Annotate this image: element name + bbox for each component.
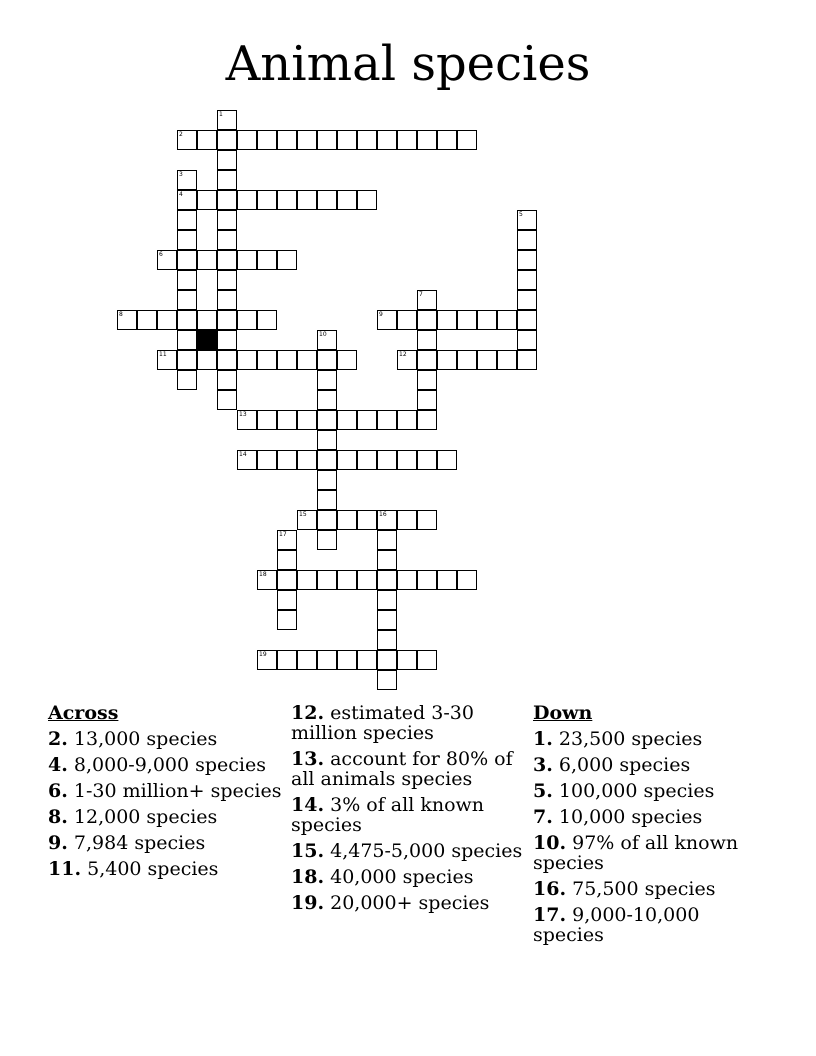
clue-number: 3. [533, 754, 553, 776]
down-clue [533, 781, 773, 801]
grid-cell[interactable] [317, 370, 337, 390]
clue-text: 12,000 species [73, 806, 218, 828]
cell-number: 12 [399, 351, 407, 358]
grid-cell[interactable] [417, 570, 437, 590]
grid-cell[interactable] [377, 630, 397, 650]
down-heading: Down [533, 702, 593, 724]
grid-cell[interactable] [217, 130, 237, 150]
clue-text: 13,000 species [73, 728, 218, 750]
grid-cell[interactable] [297, 510, 317, 530]
across-clues-column-1 [48, 703, 288, 885]
grid-cell[interactable] [297, 190, 317, 210]
grid-cell[interactable] [377, 550, 397, 570]
clue-number: 6. [48, 780, 68, 802]
grid-cell[interactable] [237, 130, 257, 150]
grid-cell[interactable] [197, 250, 217, 270]
cell-number: 15 [299, 511, 307, 518]
grid-cell[interactable] [177, 210, 197, 230]
grid-cell[interactable] [257, 410, 277, 430]
grid-cell[interactable] [377, 670, 397, 690]
grid-cell[interactable] [277, 350, 297, 370]
cell-number: 1 [219, 111, 223, 118]
grid-cell[interactable] [437, 310, 457, 330]
grid-cell[interactable] [437, 130, 457, 150]
cell-number: 3 [179, 171, 183, 178]
clue-number: 13. [291, 748, 325, 770]
clue-number: 16. [533, 878, 567, 900]
grid-cell[interactable] [397, 510, 417, 530]
grid-cell[interactable] [437, 350, 457, 370]
down-clue [533, 755, 773, 775]
grid-cell[interactable] [337, 510, 357, 530]
grid-cell[interactable] [237, 410, 257, 430]
grid-cell[interactable] [417, 370, 437, 390]
cell-number: 19 [259, 651, 267, 658]
black-square [197, 330, 217, 350]
grid-cell[interactable] [377, 610, 397, 630]
grid-cell[interactable] [237, 190, 257, 210]
puzzle-title: Animal species [225, 36, 591, 92]
grid-cell[interactable] [337, 410, 357, 430]
grid-cell[interactable] [517, 210, 537, 230]
grid-cell[interactable] [357, 510, 377, 530]
grid-cell[interactable] [317, 570, 337, 590]
clue-number: 12. [291, 702, 325, 724]
grid-cell[interactable] [257, 190, 277, 210]
grid-cell[interactable] [437, 450, 457, 470]
grid-cell[interactable] [317, 330, 337, 350]
grid-cell[interactable] [177, 130, 197, 150]
grid-cell[interactable] [317, 410, 337, 430]
grid-cell[interactable] [357, 650, 377, 670]
grid-cell[interactable] [157, 310, 177, 330]
clue-text: account for 80% of all animals species [291, 748, 513, 790]
grid-cell[interactable] [317, 430, 337, 450]
grid-cell[interactable] [317, 530, 337, 550]
grid-cell[interactable] [517, 330, 537, 350]
grid-cell[interactable] [497, 310, 517, 330]
grid-cell[interactable] [257, 310, 277, 330]
grid-cell[interactable] [357, 450, 377, 470]
grid-cell[interactable] [217, 170, 237, 190]
across-clue [48, 755, 288, 775]
grid-cell[interactable] [377, 510, 397, 530]
grid-cell[interactable] [317, 490, 337, 510]
grid-cell[interactable] [417, 450, 437, 470]
clue-text: 3% of all known species [291, 794, 485, 836]
clue-text: 75,500 species [572, 878, 716, 900]
grid-cell[interactable] [517, 230, 537, 250]
grid-cell[interactable] [197, 130, 217, 150]
across-clue [48, 833, 288, 853]
grid-cell[interactable] [217, 270, 237, 290]
grid-cell[interactable] [417, 330, 437, 350]
grid-cell[interactable] [257, 570, 277, 590]
grid-cell[interactable] [417, 510, 437, 530]
grid-cell[interactable] [117, 310, 137, 330]
grid-cell[interactable] [457, 310, 477, 330]
cell-number: 6 [159, 251, 163, 258]
clue-text: 6,000 species [558, 754, 691, 776]
grid-cell[interactable] [457, 130, 477, 150]
grid-cell[interactable] [277, 550, 297, 570]
grid-cell[interactable] [417, 350, 437, 370]
grid-cell[interactable] [237, 450, 257, 470]
grid-cell[interactable] [297, 130, 317, 150]
down-clue [533, 833, 773, 873]
grid-cell[interactable] [377, 650, 397, 670]
grid-cell[interactable] [237, 350, 257, 370]
grid-cell[interactable] [317, 510, 337, 530]
grid-cell[interactable] [317, 130, 337, 150]
clue-number: 7. [533, 806, 553, 828]
grid-cell[interactable] [177, 310, 197, 330]
across-clue [48, 729, 288, 749]
grid-cell[interactable] [177, 190, 197, 210]
grid-cell[interactable] [277, 590, 297, 610]
clue-number: 17. [533, 904, 567, 926]
grid-cell[interactable] [377, 590, 397, 610]
grid-cell[interactable] [477, 350, 497, 370]
grid-cell[interactable] [277, 610, 297, 630]
grid-cell[interactable] [377, 450, 397, 470]
grid-cell[interactable] [257, 130, 277, 150]
grid-cell[interactable] [237, 250, 257, 270]
grid-cell[interactable] [277, 450, 297, 470]
across-clue-list-continued [291, 703, 531, 913]
grid-cell[interactable] [177, 270, 197, 290]
across-clue-list [48, 729, 288, 879]
cell-number: 16 [379, 511, 387, 518]
clue-text: 8,000-9,000 species [73, 754, 267, 776]
grid-cell[interactable] [217, 290, 237, 310]
grid-cell[interactable] [377, 410, 397, 430]
grid-cell[interactable] [197, 190, 217, 210]
grid-cell[interactable] [357, 570, 377, 590]
grid-cell[interactable] [337, 350, 357, 370]
clue-text: 97% of all known species [533, 832, 739, 874]
grid-cell[interactable] [257, 450, 277, 470]
grid-cell[interactable] [397, 410, 417, 430]
grid-cell[interactable] [257, 350, 277, 370]
grid-cell[interactable] [477, 310, 497, 330]
grid-cell[interactable] [217, 370, 237, 390]
clue-text: 10,000 species [558, 806, 703, 828]
grid-cell[interactable] [377, 570, 397, 590]
grid-cell[interactable] [217, 190, 237, 210]
grid-cell[interactable] [357, 130, 377, 150]
grid-cell[interactable] [517, 310, 537, 330]
grid-cell[interactable] [377, 310, 397, 330]
clue-text: 5,400 species [87, 858, 219, 880]
grid-cell[interactable] [337, 130, 357, 150]
grid-cell[interactable] [297, 650, 317, 670]
grid-cell[interactable] [317, 650, 337, 670]
grid-cell[interactable] [397, 310, 417, 330]
clue-number: 15. [291, 840, 325, 862]
cell-number: 8 [119, 311, 123, 318]
clue-text: 40,000 species [330, 866, 474, 888]
grid-cell[interactable] [397, 650, 417, 670]
across-clues-column-2 [291, 703, 531, 919]
grid-cell[interactable] [357, 410, 377, 430]
cell-number: 14 [239, 451, 247, 458]
across-clue [48, 807, 288, 827]
cell-number: 4 [179, 191, 183, 198]
grid-cell[interactable] [437, 570, 457, 590]
cell-number: 5 [519, 211, 523, 218]
clue-number: 2. [48, 728, 68, 750]
grid-cell[interactable] [297, 350, 317, 370]
down-clue [533, 807, 773, 827]
grid-cell[interactable] [177, 230, 197, 250]
cell-number: 11 [159, 351, 167, 358]
grid-cell[interactable] [517, 250, 537, 270]
grid-cell[interactable] [217, 330, 237, 350]
grid-cell[interactable] [317, 450, 337, 470]
across-clue [291, 703, 531, 743]
grid-cell[interactable] [197, 310, 217, 330]
grid-cell[interactable] [297, 450, 317, 470]
down-clue-list [533, 729, 773, 945]
grid-cell[interactable] [317, 390, 337, 410]
clue-number: 1. [533, 728, 553, 750]
cell-number: 7 [419, 291, 423, 298]
cell-number: 10 [319, 331, 327, 338]
cell-number: 2 [179, 131, 183, 138]
across-clue [48, 781, 288, 801]
grid-cell[interactable] [177, 290, 197, 310]
grid-cell[interactable] [357, 190, 377, 210]
across-clue [291, 795, 531, 835]
grid-cell[interactable] [277, 130, 297, 150]
grid-cell[interactable] [417, 290, 437, 310]
grid-cell[interactable] [457, 570, 477, 590]
down-clue [533, 879, 773, 899]
grid-cell[interactable] [277, 570, 297, 590]
across-clue [48, 859, 288, 879]
clue-number: 18. [291, 866, 325, 888]
grid-cell[interactable] [297, 410, 317, 430]
grid-cell[interactable] [277, 410, 297, 430]
grid-cell[interactable] [217, 230, 237, 250]
grid-cell[interactable] [457, 350, 477, 370]
grid-cell[interactable] [277, 190, 297, 210]
grid-cell[interactable] [277, 530, 297, 550]
grid-cell[interactable] [277, 650, 297, 670]
clue-number: 10. [533, 832, 567, 854]
grid-cell[interactable] [197, 350, 217, 370]
grid-cell[interactable] [397, 130, 417, 150]
grid-cell[interactable] [517, 290, 537, 310]
grid-cell[interactable] [257, 650, 277, 670]
grid-cell[interactable] [317, 190, 337, 210]
grid-cell[interactable] [337, 190, 357, 210]
grid-cell[interactable] [417, 410, 437, 430]
clue-text: 4,475-5,000 species [330, 840, 523, 862]
grid-cell[interactable] [317, 470, 337, 490]
grid-cell[interactable] [397, 450, 417, 470]
grid-cell[interactable] [377, 130, 397, 150]
grid-cell[interactable] [177, 370, 197, 390]
grid-cell[interactable] [337, 570, 357, 590]
grid-cell[interactable] [377, 530, 397, 550]
down-clue [533, 905, 773, 945]
grid-cell[interactable] [217, 310, 237, 330]
clue-text: 7,984 species [73, 832, 206, 854]
grid-cell[interactable] [417, 130, 437, 150]
clue-number: 5. [533, 780, 553, 802]
clue-text: estimated 3-30 million species [291, 702, 474, 744]
clue-text: 1-30 million+ species [73, 780, 282, 802]
clue-text: 23,500 species [558, 728, 703, 750]
across-clue [291, 749, 531, 789]
across-clue [291, 867, 531, 887]
across-clue [291, 893, 531, 913]
grid-cell[interactable] [417, 310, 437, 330]
grid-cell[interactable] [517, 350, 537, 370]
grid-cell[interactable] [517, 270, 537, 290]
grid-cell[interactable] [497, 350, 517, 370]
clue-number: 14. [291, 794, 325, 816]
grid-cell[interactable] [177, 350, 197, 370]
down-clue [533, 729, 773, 749]
grid-cell[interactable] [257, 250, 277, 270]
down-clues-column [533, 703, 773, 951]
grid-cell[interactable] [217, 110, 237, 130]
grid-cell[interactable] [317, 350, 337, 370]
grid-cell[interactable] [337, 650, 357, 670]
grid-cell[interactable] [397, 570, 417, 590]
cell-number: 9 [379, 311, 383, 318]
grid-cell[interactable] [137, 310, 157, 330]
clue-number: 19. [291, 892, 325, 914]
grid-cell[interactable] [417, 650, 437, 670]
cell-number: 18 [259, 571, 267, 578]
cell-number: 17 [279, 531, 287, 538]
clue-text: 9,000-10,000 species [533, 904, 700, 946]
grid-cell[interactable] [217, 390, 237, 410]
clue-text: 20,000+ species [330, 892, 490, 914]
clue-number: 4. [48, 754, 68, 776]
grid-cell[interactable] [177, 330, 197, 350]
grid-cell[interactable] [217, 350, 237, 370]
grid-cell[interactable] [397, 350, 417, 370]
grid-cell[interactable] [417, 390, 437, 410]
across-clue [291, 841, 531, 861]
cell-number: 13 [239, 411, 247, 418]
grid-cell[interactable] [177, 250, 197, 270]
clue-number: 11. [48, 858, 82, 880]
grid-cell[interactable] [177, 170, 197, 190]
grid-cell[interactable] [157, 350, 177, 370]
grid-cell[interactable] [237, 310, 257, 330]
grid-cell[interactable] [157, 250, 177, 270]
clue-number: 9. [48, 832, 68, 854]
grid-cell[interactable] [337, 450, 357, 470]
clue-number: 8. [48, 806, 68, 828]
clue-text: 100,000 species [558, 780, 715, 802]
grid-cell[interactable] [217, 210, 237, 230]
across-heading: Across [48, 702, 119, 724]
grid-cell[interactable] [277, 250, 297, 270]
grid-cell[interactable] [297, 570, 317, 590]
grid-cell[interactable] [217, 250, 237, 270]
grid-cell[interactable] [217, 150, 237, 170]
